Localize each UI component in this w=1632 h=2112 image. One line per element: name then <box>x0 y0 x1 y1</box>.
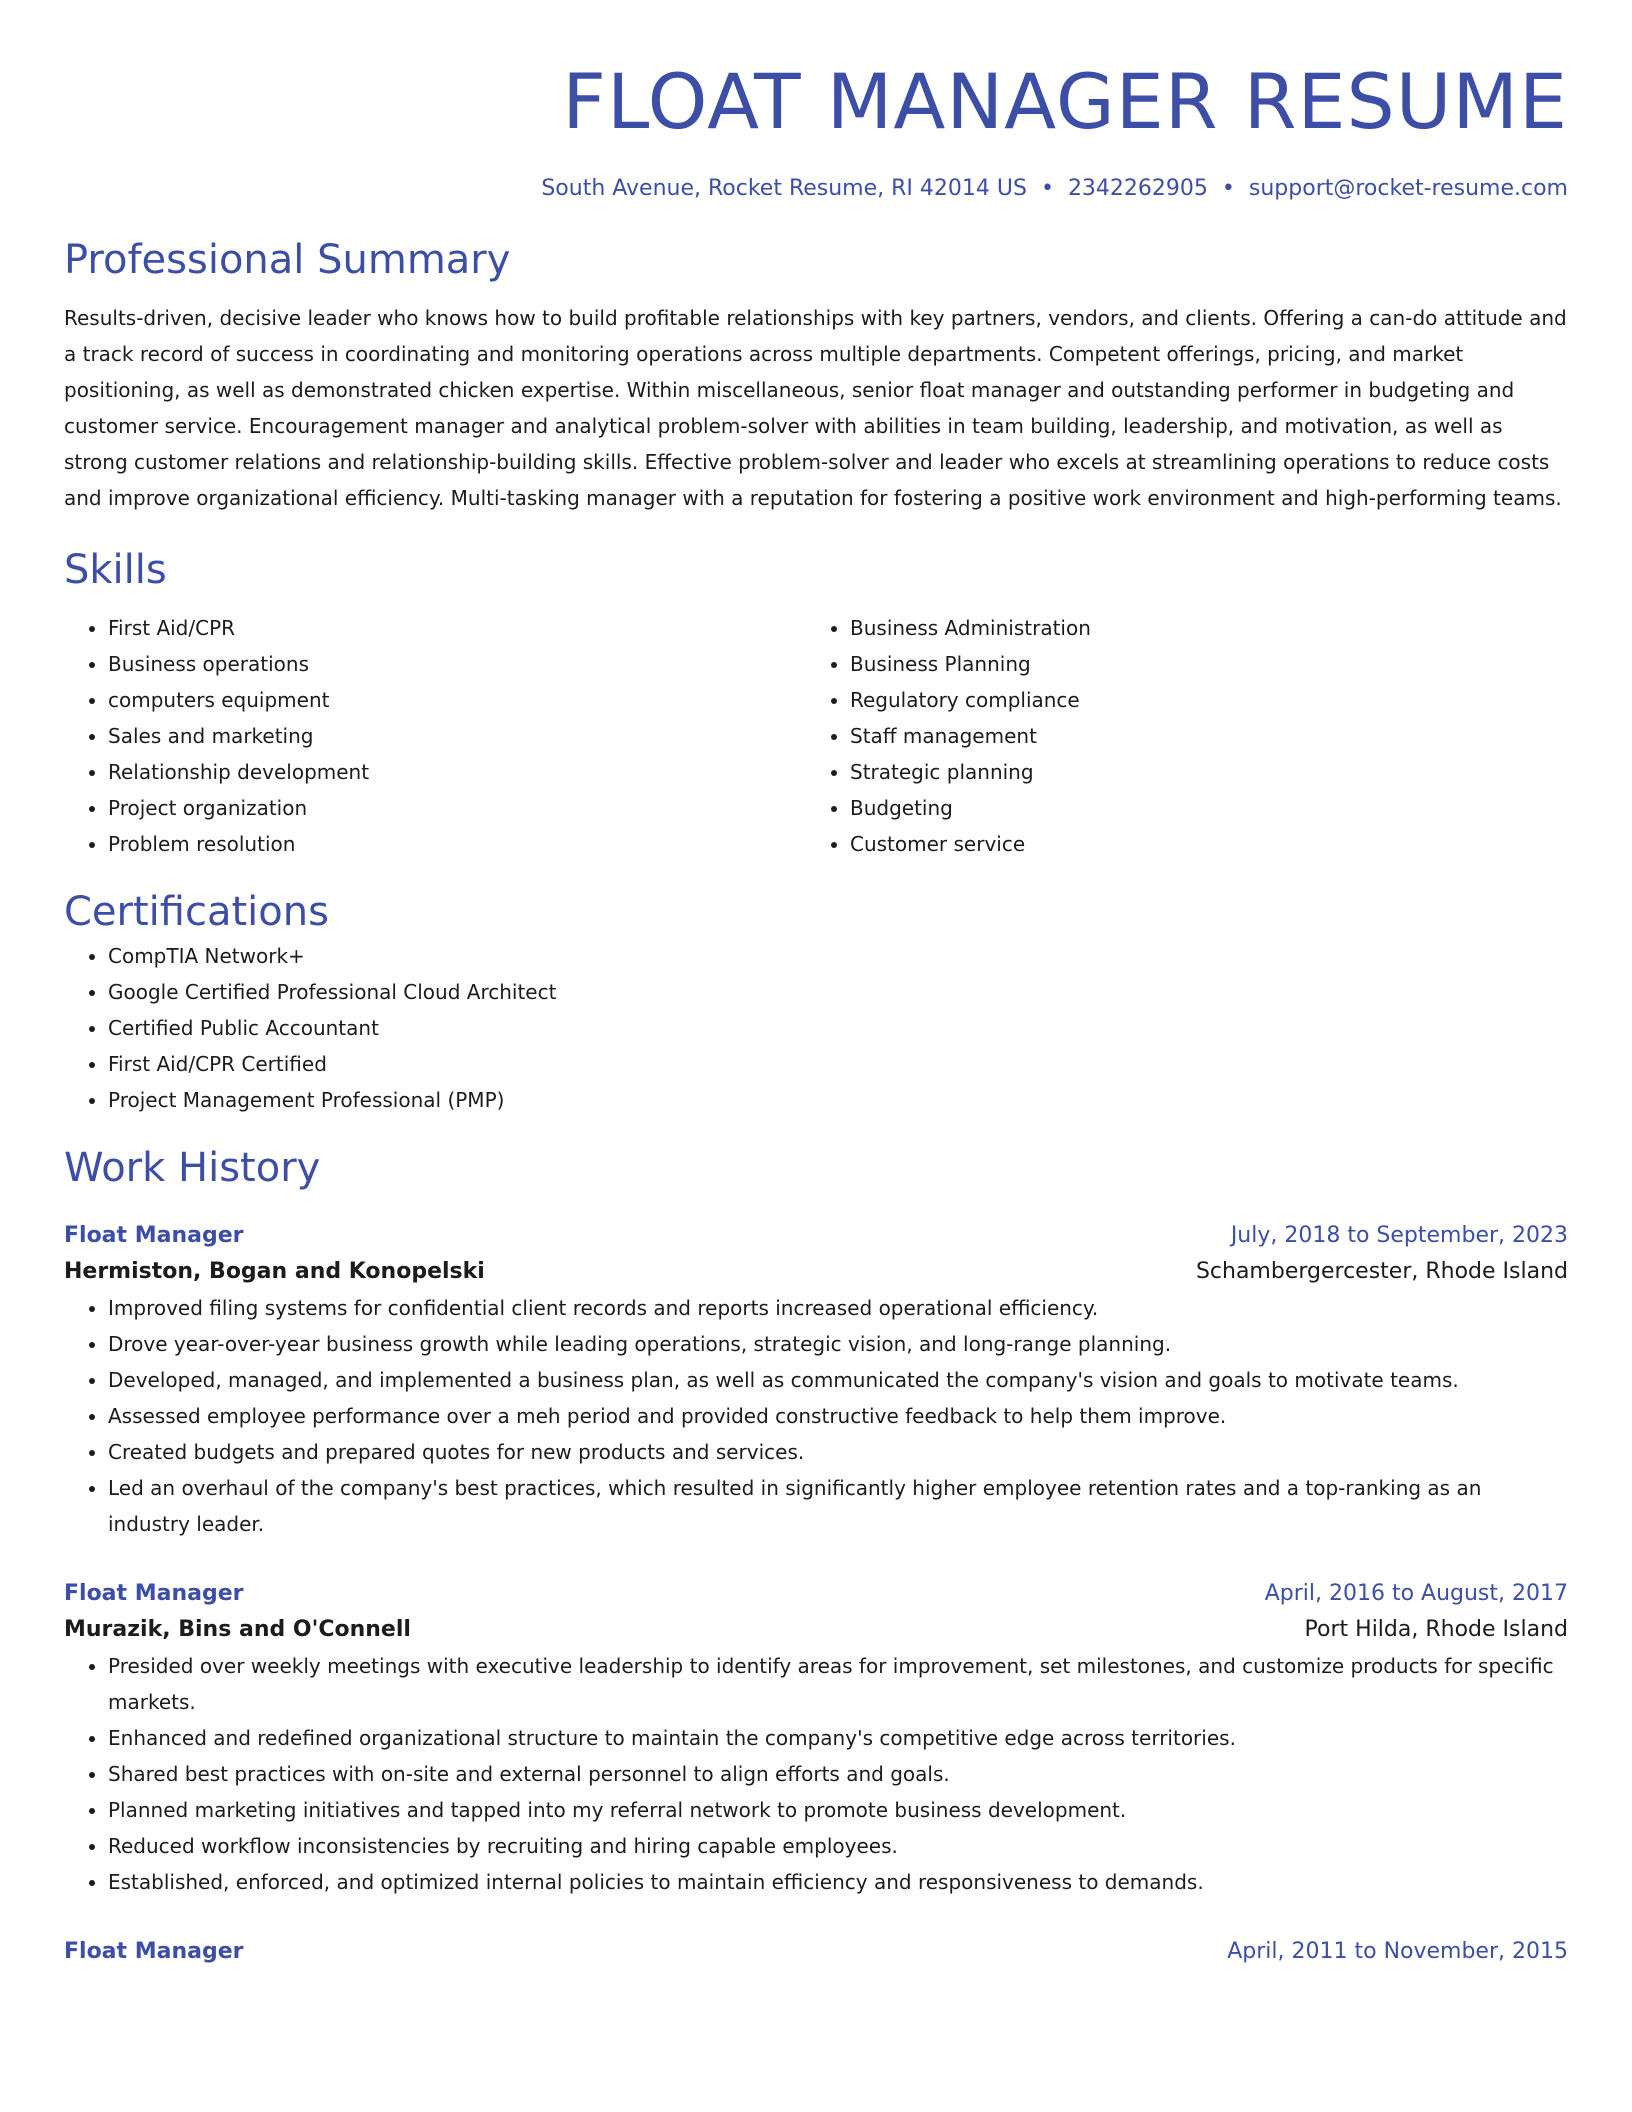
job-header-row <box>64 1576 1568 1612</box>
skills-list-left <box>64 610 806 862</box>
job-location: Schambergercester, Rhode Island <box>1195 1259 1568 1284</box>
job-company-row <box>64 1612 1568 1648</box>
skill-item: • Budgeting <box>850 790 1548 826</box>
job-company: Murazik, Bins and O'Connell <box>64 1617 411 1642</box>
job-dates: April, 2016 to August, 2017 <box>1264 1581 1568 1606</box>
skills-column-right <box>806 610 1548 862</box>
skill-item: • Business operations <box>108 646 806 682</box>
skill-item: • Staff management <box>850 718 1548 754</box>
job-company: Hermiston, Bogan and Konopelski <box>64 1259 485 1284</box>
skill-item: • Strategic planning <box>850 754 1548 790</box>
job-title: Float Manager <box>64 1939 244 1964</box>
job-bullet: • Improved filing systems for confidential client records and reports increased operational efficiency. <box>108 1290 1568 1326</box>
skill-item: • Sales and marketing <box>108 718 806 754</box>
skills-list-right <box>806 610 1548 862</box>
job-bullet: • Reduced workflow inconsistencies by recruiting and hiring capable employees. <box>108 1828 1568 1864</box>
certifications-heading: Certifications <box>64 889 329 935</box>
contact-line <box>64 174 1568 204</box>
skill-item: • First Aid/CPR <box>108 610 806 646</box>
certifications-list <box>64 938 1568 1118</box>
summary-text: Results-driven, decisive leader who knows how to build profitable relationships with key partners, vendors, and clients. Offering a can-do attitude and a track record of success in coordinating and monitoring operations across multiple departments. Competent offerings, pricing, and market positioning, as well as demonstrated chicken expertise. Within miscellaneous, senior float manager and outstanding performer in budgeting and customer service. Encouragement manager and analytical problem-solver with abilities in team building, leadership, and motivation, as well as strong customer relations and relationship-building skills. Effective problem-solver and leader who excels at streamlining operations to reduce costs and improve organizational efficiency. Multi-tasking manager with a reputation for fostering a positive work environment and high-performing teams. <box>64 306 1567 510</box>
skill-item: • Business Administration <box>850 610 1548 646</box>
job-company-row <box>64 1254 1568 1290</box>
summary-heading: Professional Summary <box>64 237 511 283</box>
job-bullets <box>64 1648 1568 1900</box>
job-bullet: • Drove year-over-year business growth while leading operations, strategic vision, and long-range planning. <box>108 1326 1568 1362</box>
skill-item: • Customer service <box>850 826 1548 862</box>
contact-address: South Avenue, Rocket Resume, RI 42014 US <box>541 176 1027 201</box>
job-bullet: • Presided over weekly meetings with executive leadership to identify areas for improvement, set milestones, and customize products for specific markets. <box>108 1648 1568 1720</box>
job-title: Float Manager <box>64 1581 244 1606</box>
resume-page <box>64 0 1568 1970</box>
job-header-row <box>64 1934 1568 1970</box>
skill-item: • Problem resolution <box>108 826 806 862</box>
certification-item: • CompTIA Network+ <box>108 938 1568 974</box>
job-bullet: • Established, enforced, and optimized internal policies to maintain efficiency and responsiveness to demands. <box>108 1864 1568 1900</box>
skill-item: • Business Planning <box>850 646 1548 682</box>
job-dates: July, 2018 to September, 2023 <box>1230 1223 1568 1248</box>
certification-item: • Google Certified Professional Cloud Architect <box>108 974 1568 1010</box>
job-bullet: • Led an overhaul of the company's best practices, which resulted in significantly higher employee retention rates and a top-ranking as an industry leader. <box>108 1470 1568 1542</box>
skills-heading: Skills <box>64 547 167 593</box>
certification-item: • First Aid/CPR Certified <box>108 1046 1568 1082</box>
job-entry <box>64 1218 1568 1542</box>
job-bullets <box>64 1290 1568 1542</box>
job-bullet: • Planned marketing initiatives and tapped into my referral network to promote business development. <box>108 1792 1568 1828</box>
contact-separator: • <box>1221 176 1235 201</box>
skills-grid <box>64 610 1568 862</box>
contact-separator: • <box>1040 176 1054 201</box>
contact-phone: 2342262905 <box>1067 176 1208 201</box>
job-header-row <box>64 1218 1568 1254</box>
job-bullet: • Created budgets and prepared quotes for new products and services. <box>108 1434 1568 1470</box>
skill-item: • Regulatory compliance <box>850 682 1548 718</box>
contact-email: support@rocket-resume.com <box>1248 176 1568 201</box>
job-bullet: • Developed, managed, and implemented a business plan, as well as communicated the company's vision and goals to motivate teams. <box>108 1362 1568 1398</box>
job-bullet: • Enhanced and redefined organizational structure to maintain the company's competitive edge across territories. <box>108 1720 1568 1756</box>
skill-item: • Relationship development <box>108 754 806 790</box>
resume-title: FLOAT MANAGER RESUME <box>562 57 1568 146</box>
skill-item: • computers equipment <box>108 682 806 718</box>
work-history-heading: Work History <box>64 1145 321 1191</box>
skill-item: • Project organization <box>108 790 806 826</box>
certification-item: • Certified Public Accountant <box>108 1010 1568 1046</box>
job-entry <box>64 1934 1568 1970</box>
job-bullet: • Shared best practices with on-site and external personnel to align efforts and goals. <box>108 1756 1568 1792</box>
skills-column-left <box>64 610 806 862</box>
job-dates: April, 2011 to November, 2015 <box>1227 1939 1568 1964</box>
job-bullet: • Assessed employee performance over a meh period and provided constructive feedback to help them improve. <box>108 1398 1568 1434</box>
job-entry <box>64 1576 1568 1900</box>
job-location: Port Hilda, Rhode Island <box>1304 1617 1568 1642</box>
job-title: Float Manager <box>64 1223 244 1248</box>
certification-item: • Project Management Professional (PMP) <box>108 1082 1568 1118</box>
